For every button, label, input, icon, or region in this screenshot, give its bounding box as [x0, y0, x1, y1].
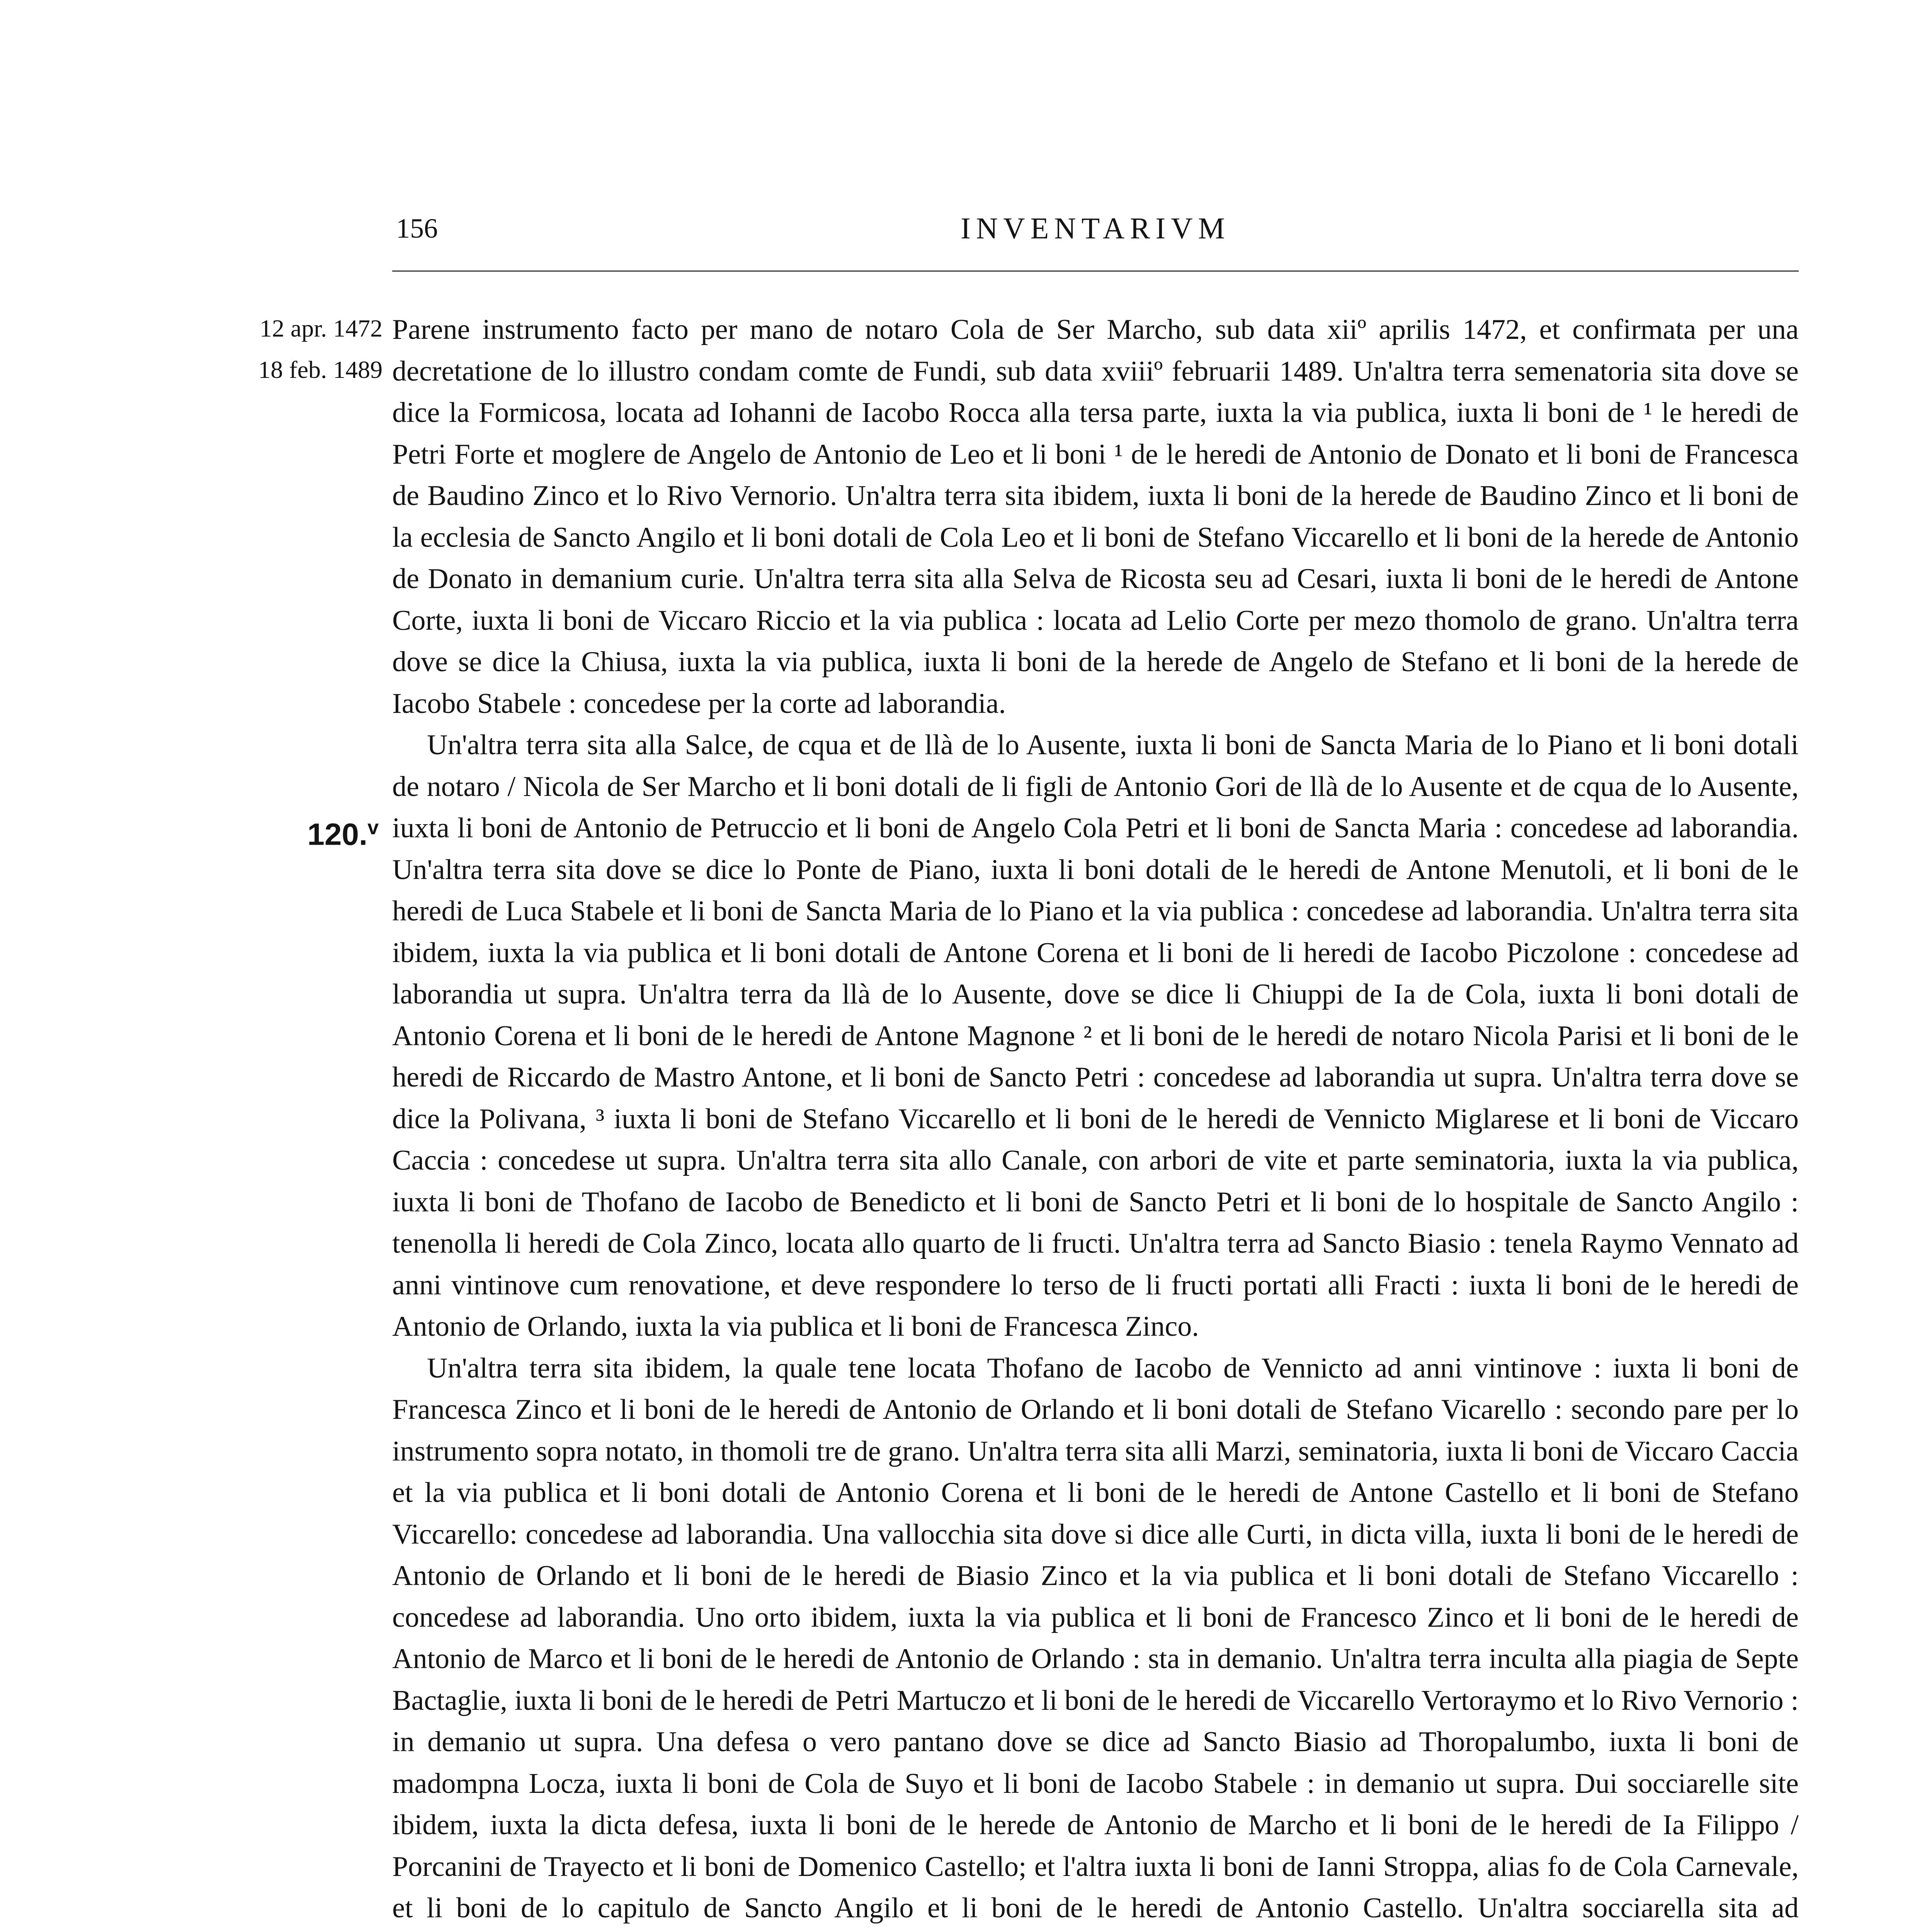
folio-marker: [216, 808, 379, 854]
page-number: 156: [396, 213, 438, 244]
margin-date: 12 apr. 1472: [259, 315, 383, 342]
folio-side: v: [367, 816, 379, 839]
page-header: [392, 197, 1799, 243]
paragraph: Un'altra terra sita alla Salce, de cqua et de llà de lo Ausente, iuxta li boni de Sancta Maria de lo Piano et li boni dotali de notaro / Nicola de Ser Marcho et li boni dotali de li figli de Antonio Gori de llà de lo Ausente et de cqua de lo Ausente, iuxta li boni de Antonio de Petruccio et li boni de Angelo Cola Petri et li boni de Sancta Maria : concedese ad laborandia. Un'altra terra sita dove se dice lo Ponte de Piano, iuxta li boni dotali de le heredi de Antone Menutoli, et li boni de le heredi de Luca Stabele et li boni de Sancta Maria de lo Piano et la via publica : concedese ad laborandia. Un'altra terra sita ibidem, iuxta la via publica et li boni dotali de Antone Corena et li boni de li heredi de Iacobo Piczolone : concedese ad laborandia ut supra. Un'altra terra da llà de lo Ausente, dove se dice li Chiuppi de Ia de Cola, iuxta li boni dotali de Antonio Corena et li boni de le heredi de Antone Magnone ² et li boni de le heredi de notaro Nicola Parisi et li boni de le heredi de Riccardo de Mastro Antone, et li boni de Sancto Petri : concedese ad laborandia ut supra. Un'altra terra dove se dice la Polivana, ³ iuxta li boni de Stefano Viccarello et li boni de le heredi de Vennicto Miglarese et li boni de Viccaro Caccia : concedese ut supra. Un'altra terra sita allo Canale, con arbori de vite et parte seminatoria, iuxta la via publica, iuxta li boni de Thofano de Iacobo de Benedicto et li boni de Sancto Petri et li boni de lo hospitale de Sancto Angilo : tenenolla li heredi de Cola Zinco, locata allo quarto de li fructi. Un'altra terra ad Sancto Biasio : tenela Raymo Vennato ad anni vintinove cum renovatione, et deve respondere lo terso de li fructi portati alli Fracti : iuxta li boni de le heredi de Antonio de Orlando, iuxta la via publica et li boni de Francesca Zinco.: [392, 729, 1799, 1342]
header-rule: [392, 270, 1799, 272]
paragraph: Parene instrumento facto per mano de notaro Cola de Ser Marcho, sub data xiiº aprilis 1472, et confirmata per una decretatione de lo illustro condam comte de Fundi, sub data xviiiº februarii 1489. Un'altra terra semenatoria sita dove se dice la Formicosa, locata ad Iohanni de Iacobo Rocca alla tersa parte, iuxta la via publica, iuxta li boni de ¹ le heredi de Petri Forte et moglere de Angelo de Antonio de Leo et li boni ¹ de le heredi de Antonio de Donato et li boni de Francesca de Baudino Zinco et lo Rivo Vernorio. Un'altra terra sita ibidem, iuxta li boni de la herede de Baudino Zinco et li boni de la ecclesia de Sancto Angilo et li boni dotali de Cola Leo et li boni de Stefano Viccarello et li boni de la herede de Antonio de Donato in demanium curie. Un'altra terra sita alla Selva de Ricosta seu ad Cesari, iuxta li boni de le heredi de Antone Corte, iuxta li boni de Viccaro Riccio et la via publica : locata ad Lelio Corte per mezo thomolo de grano. Un'altra terra dove se dice la Chiusa, iuxta la via publica, iuxta li boni de la herede de Angelo de Stefano et li boni de la herede de Iacobo Stabele : concedese per la corte ad laborandia.: [392, 314, 1799, 719]
paragraph: Un'altra terra sita ibidem, la quale tene locata Thofano de Iacobo de Vennicto ad anni vintinove : iuxta li boni de Francesca Zinco et li boni de le heredi de Antonio de Orlando et li boni dotali de Stefano Vicarello : secondo pare per lo instrumento sopra notato, in thomoli tre de grano. Un'altra terra sita alli Marzi, seminatoria, iuxta li boni de Viccaro Caccia et la via publica et li boni dotali de Antonio Corena et li boni de le heredi de Antone Castello et li boni de Stefano Viccarello: concedese ad laborandia. Una vallocchia sita dove si dice alle Curti, in dicta villa, iuxta li boni de le heredi de Antonio de Orlando et li boni de le heredi de Biasio Zinco et la via publica et li boni dotali de Stefano Viccarello : concedese ad laborandia. Uno orto ibidem, iuxta la via publica et li boni de Francesco Zinco et li boni de le heredi de Antonio de Marco et li boni de le heredi de Antonio de Orlando : sta in demanio. Un'altra terra inculta alla piagia de Septe Bactaglie, iuxta li boni de le heredi de Petri Martuczo et li boni de le heredi de Viccarello Vertoraymo et lo Rivo Vernorio : in demanio ut supra. Una defesa o vero pantano dove se dice ad Sancto Biasio ad Thoropalumbo, iuxta li boni de madompna Locza, iuxta li boni de Cola de Suyo et li boni de Iacobo Stabele : in demanio ut supra. Dui socciarelle site ibidem, iuxta la dicta defesa, iuxta li boni de le herede de Antonio de Marcho et li boni de le heredi de Ia Filippo / Porcanini de Trayecto et li boni de Domenico Castello; et l'altra iuxta li boni de Ianni Stroppa, alias fo de Cola Carnevale, et li boni de lo capitulo de Sancto Angilo et li boni de le heredi de Antonio Castello. Un'altra socciarella sita ad: [392, 1352, 1799, 1924]
folio-number: 120.: [307, 817, 368, 852]
body-text: [392, 309, 1799, 1932]
margin-date: 18 feb. 1489: [258, 356, 383, 383]
running-title: INVENTARIVM: [960, 211, 1231, 245]
